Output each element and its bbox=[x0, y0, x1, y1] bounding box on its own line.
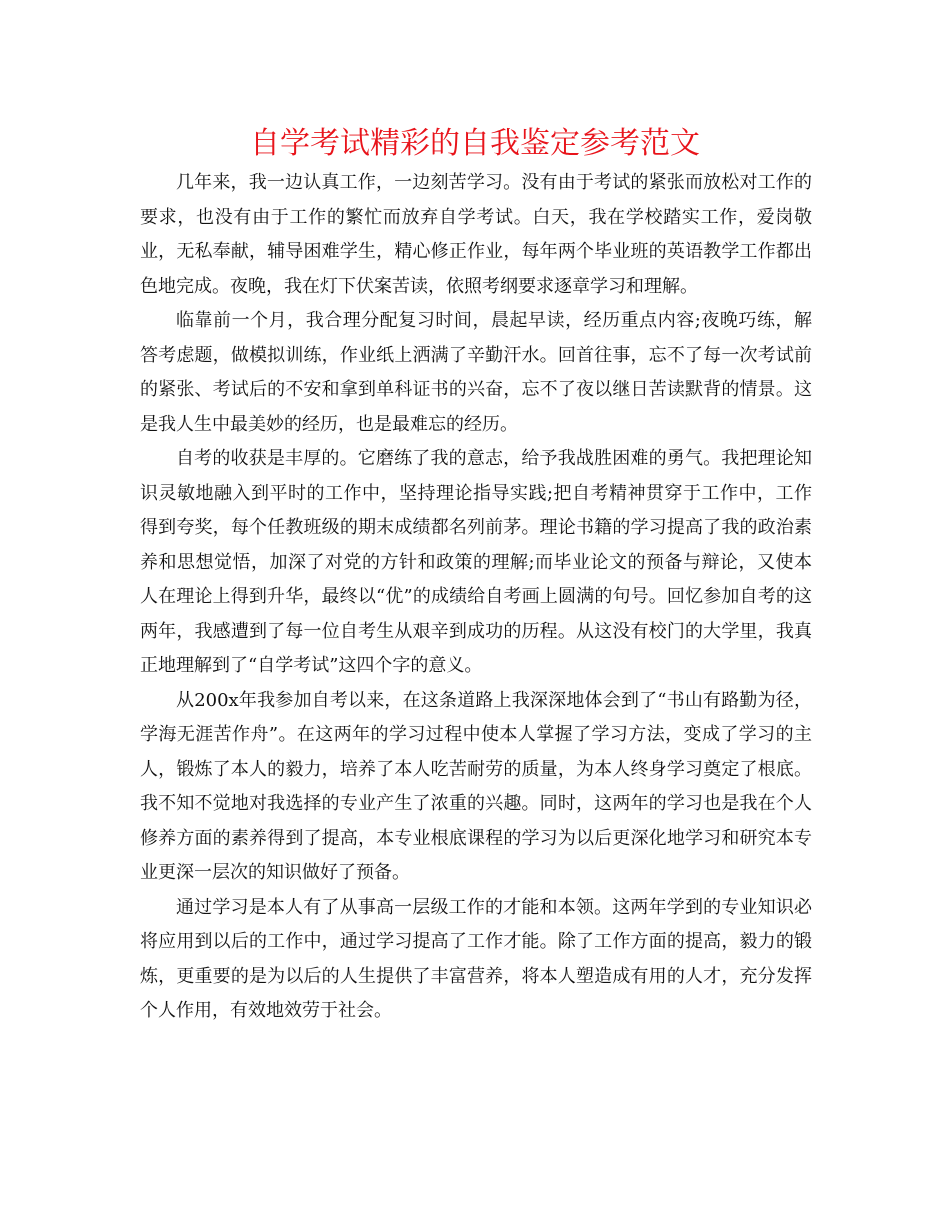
paragraph-1: 几年来，我一边认真工作，一边刻苦学习。没有由于考试的紧张而放松对工作的要求，也没有由于工作的繁忙而放弃自学考试。白天，我在学校踏实工作，爱岗敬业，无私奉献，辅导困难学生，精心修正作业，每年两个毕业班的英语教学工作都出色地完成。夜晚，我在灯下伏案苦读，依照考纲要求逐章学习和理解。 bbox=[140, 172, 812, 297]
document-title: 自学考试精彩的自我鉴定参考范文 bbox=[250, 126, 700, 161]
paragraph-5: 通过学习是本人有了从事高一层级工作的才能和本领。这两年学到的专业知识必将应用到以后的工作中，通过学习提高了工作才能。除了工作方面的提高，毅力的锻炼，更重要的是为以后的人生提供了丰富营养，将本人塑造成有用的人才，充分发挥个人作用，有效地效劳于社会。 bbox=[140, 896, 812, 1021]
document-body bbox=[140, 166, 812, 1029]
paragraph-2: 临靠前一个月，我合理分配复习时间，晨起早读，经历重点内容;夜晚巧练，解答考虑题，做模拟训练，作业纸上洒满了辛勤汗水。回首往事，忘不了每一次考试前的紧张、考试后的不安和拿到单科证书的兴奋，忘不了夜以继日苦读默背的情景。这是我人生中最美妙的经历，也是最难忘的经历。 bbox=[140, 310, 812, 435]
paragraph-3: 自考的收获是丰厚的。它磨练了我的意志，给予我战胜困难的勇气。我把理论知识灵敏地融入到平时的工作中，坚持理论指导实践;把自考精神贯穿于工作中，工作得到夸奖，每个任教班级的期末成绩都名列前茅。理论书籍的学习提高了我的政治素养和思想觉悟，加深了对党的方针和政策的理解;而毕业论文的预备与辩论，又使本人在理论上得到升华，最终以“优”的成绩给自考画上圆满的句号。回忆参加自考的这两年，我感遭到了每一位自考生从艰辛到成功的历程。从这没有校门的大学里，我真正地理解到了“自学考试”这四个字的意义。 bbox=[140, 448, 812, 676]
paragraph-4: 从200x年我参加自考以来，在这条道路上我深深地体会到了“书山有路勤为径，学海无涯苦作舟”。在这两年的学习过程中使本人掌握了学习方法，变成了学习的主人，锻炼了本人的毅力，培养了本人吃苦耐劳的质量，为本人终身学习奠定了根底。我不知不觉地对我选择的专业产生了浓重的兴趣。同时，这两年的学习也是我在个人修养方面的素养得到了提高，本专业根底课程的学习为以后更深化地学习和研究本专业更深一层次的知识做好了预备。 bbox=[140, 689, 812, 883]
